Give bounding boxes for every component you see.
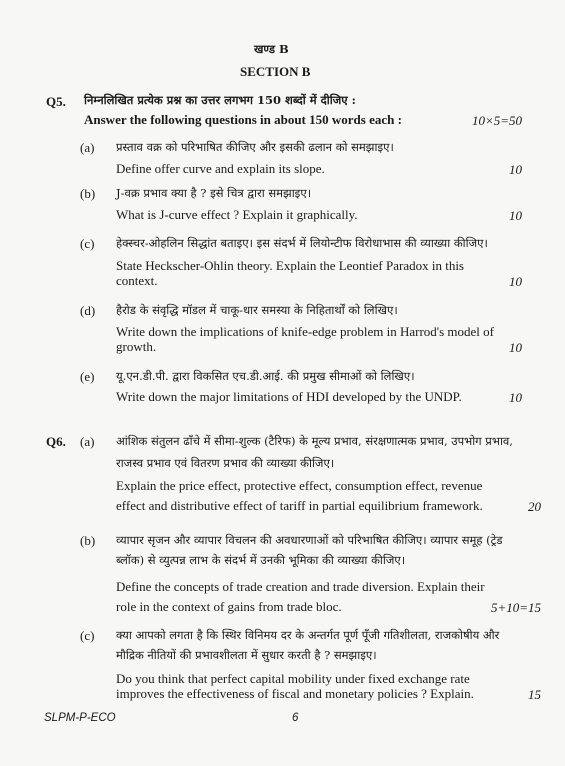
part-text-hindi: ब्लॉक) से व्युत्पन्न लाभ के संदर्भ में उनकी भूमिका की व्याख्या कीजिए। — [116, 553, 406, 567]
part-text-hindi: क्या आपको लगता है कि स्थिर विनिमय दर के अन्तर्गत पूर्ण पूँजी गतिशीलता, राजकोषीय और — [116, 628, 500, 642]
part-text-english: improves the effectiveness of fiscal and monetary policies ? Explain. — [116, 686, 474, 701]
marks: 5+10=15 — [490, 600, 541, 615]
marks: 10 — [509, 274, 522, 289]
part-label: (e) — [80, 369, 95, 384]
marks: 15 — [528, 687, 541, 702]
part-label: (a) — [80, 434, 95, 449]
marks: 10 — [509, 162, 522, 177]
part-text-hindi: हेक्स्चर-ओहलिन सिद्धांत बताइए। इस संदर्भ में लियोन्टीफ विरोधाभास की व्याख्या कीजिए। — [116, 236, 488, 250]
part-text-english: growth. — [116, 339, 157, 354]
part-text-hindi: राजस्व प्रभाव एवं वितरण प्रभाव की व्याख्या कीजिए। — [116, 456, 335, 470]
part-label: (d) — [80, 303, 96, 318]
marks: 10 — [509, 390, 522, 405]
instruction-english: Answer the following questions in about 150 words each : — [84, 112, 402, 127]
marks: 20 — [528, 499, 541, 514]
part-text-hindi: यू.एन.डी.पी. द्वारा विकसित एच.डी.आई. की प्रमुख सीमाओं को लिखिए। — [116, 369, 415, 383]
marks: 10 — [509, 208, 522, 223]
section-heading-english: SECTION B — [240, 64, 311, 79]
part-text-hindi: J-वक्र प्रभाव क्या है ? इसे चित्र द्वारा समझाइए। — [116, 186, 312, 200]
page-number: 6 — [292, 712, 299, 724]
marks: 10×5=50 — [471, 113, 522, 128]
part-text-english: State Heckscher-Ohlin theory. Explain the Leontief Paradox in this — [116, 258, 464, 273]
instruction-hindi: निम्नलिखित प्रत्येक प्रश्न का उत्तर लगभग 150 शब्दों में दीजिए : — [84, 93, 356, 107]
part-label: (b) — [80, 533, 96, 548]
part-text-english: Do you think that perfect capital mobility under fixed exchange rate — [116, 671, 470, 686]
part-text-hindi: व्यापार सृजन और व्यापार विचलन की अवधारणाओं को परिभाषित कीजिए। व्यापार समूह (ट्रेड — [116, 533, 503, 547]
part-text-hindi: प्रस्ताव वक्र को परिभाषित कीजिए और इसकी ढलान को समझाइए। — [116, 140, 394, 154]
part-label: (c) — [80, 628, 95, 643]
paper-code: SLPM-P-ECO — [44, 712, 116, 724]
part-text-english: effect and distributive effect of tariff in partial equilibrium framework. — [116, 498, 483, 513]
question-number: Q5. — [46, 94, 66, 109]
part-text-hindi: आंशिक संतुलन ढाँचे में सीमा-शुल्क (टैरिफ) के मूल्य प्रभाव, संरक्षणात्मक प्रभाव, उपभोग प्रभाव, — [116, 434, 513, 448]
part-label: (a) — [80, 140, 95, 155]
part-label: (b) — [80, 186, 96, 201]
part-text-hindi: हैरोड के संवृद्धि मॉडल में चाकू-धार समस्या के निहितार्थों को लिखिए। — [116, 303, 398, 317]
part-text-english: context. — [116, 273, 158, 288]
section-heading-hindi: खण्ड B — [254, 42, 289, 56]
question-number: Q6. — [46, 434, 66, 449]
part-text-english: Write down the implications of knife-edge problem in Harrod's model of — [116, 324, 494, 339]
part-label: (c) — [80, 236, 95, 251]
part-text-english: Define offer curve and explain its slope. — [116, 161, 325, 176]
part-text-english: Explain the price effect, protective effect, consumption effect, revenue — [116, 478, 483, 493]
part-text-english: Write down the major limitations of HDI developed by the UNDP. — [116, 389, 462, 404]
part-text-hindi: मौद्रिक नीतियों की प्रभावशीलता में सुधार करती है ? समझाइए। — [116, 648, 377, 662]
part-text-english: Define the concepts of trade creation and trade diversion. Explain their — [116, 579, 485, 594]
part-text-english: What is J-curve effect ? Explain it graphically. — [116, 207, 358, 222]
part-text-english: role in the context of gains from trade bloc. — [116, 599, 342, 614]
marks: 10 — [509, 340, 522, 355]
